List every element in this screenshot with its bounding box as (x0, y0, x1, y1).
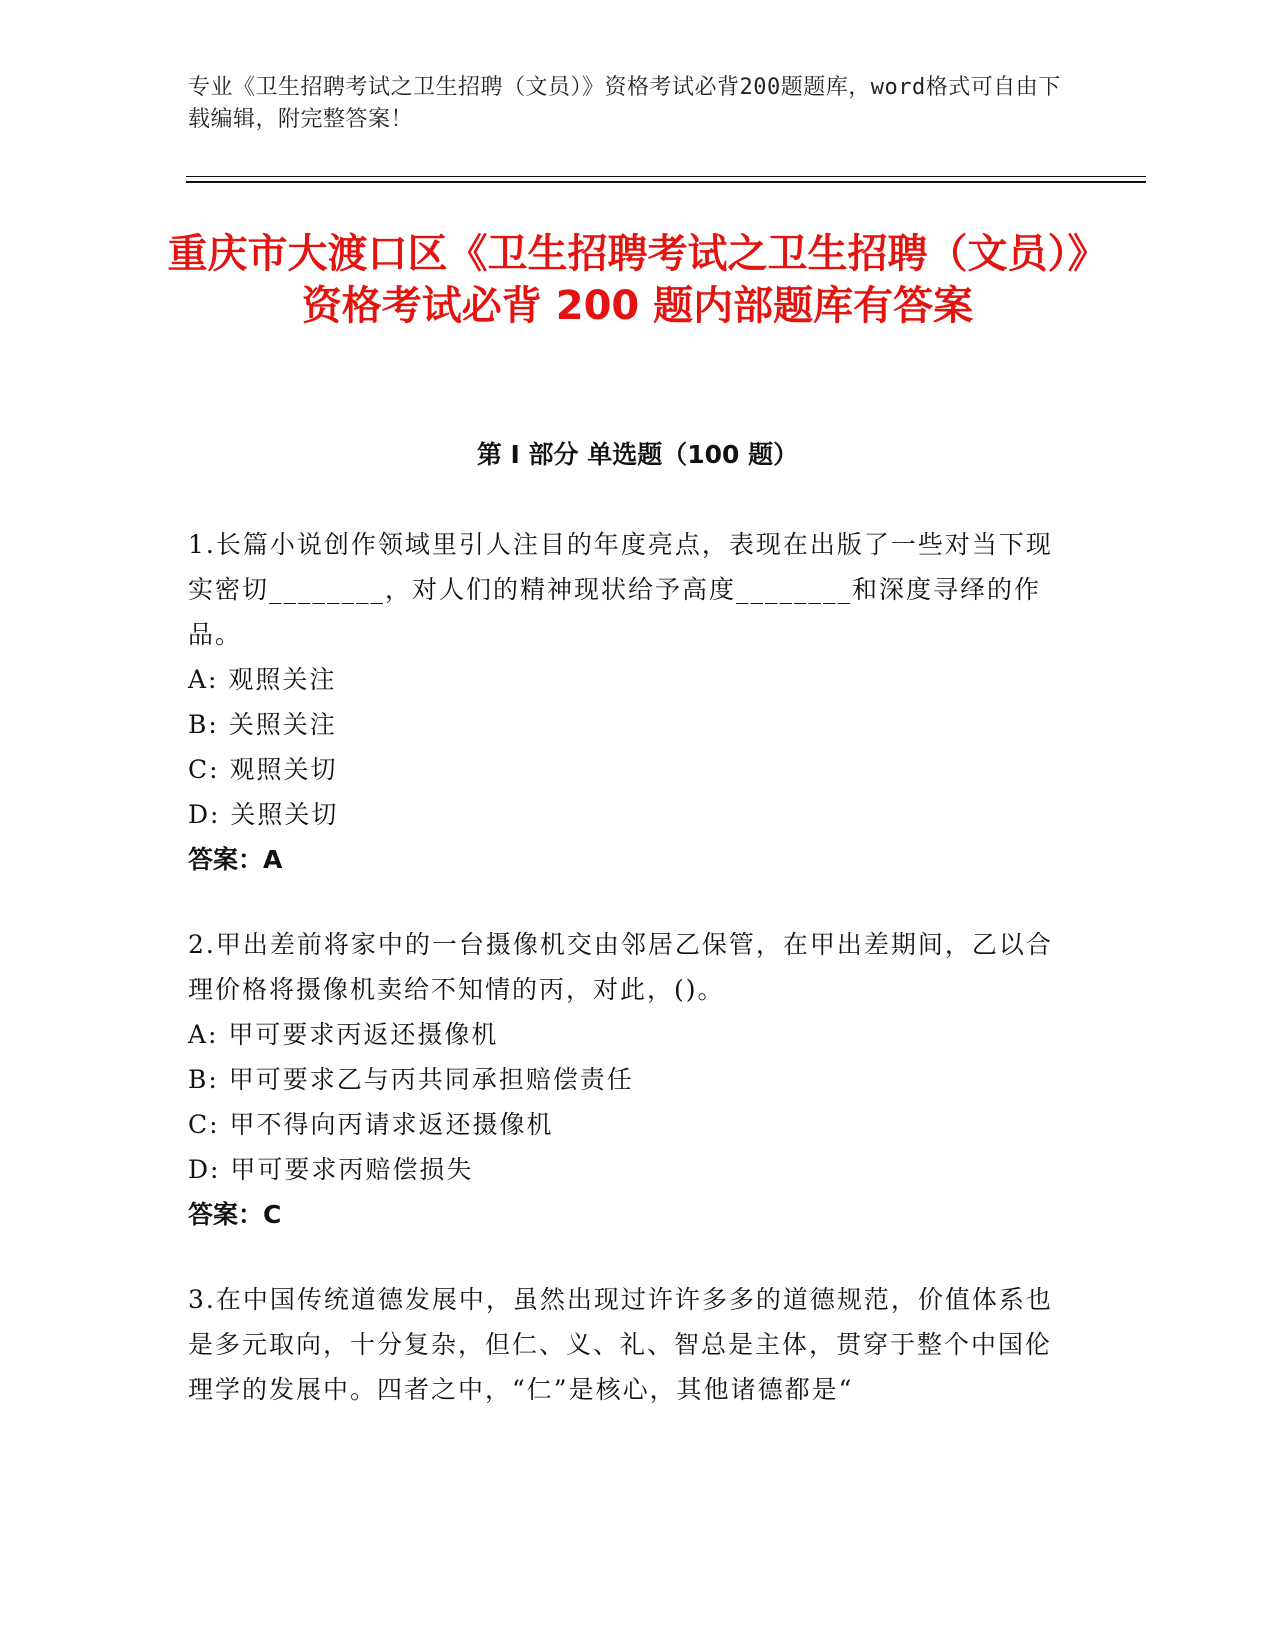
answer: 答案：A (188, 845, 283, 874)
option-d: D: 甲可要求丙赔偿损失 (188, 1155, 474, 1184)
option-a: A: 甲可要求丙返还摄像机 (188, 1020, 499, 1049)
answer: 答案：C (188, 1200, 282, 1229)
header-divider-thick (186, 181, 1146, 183)
header-note: 专业《卫生招聘考试之卫生招聘（文员）》资格考试必背200题题库，word格式可自由下载编辑，附完整答案！ (188, 75, 1061, 132)
question-stem: 2.甲出差前将家中的一台摄像机交由邻居乙保管，在甲出差期间，乙以合理价格将摄像机卖给不知情的丙，对此，()。 (188, 930, 1053, 1004)
question-stem: 1.长篇小说创作领域里引人注目的年度亮点，表现在出版了一些对当下现实密切________，对人们的精神现状给予高度________和深度寻绎的作品。 (188, 530, 1053, 649)
option-c: C: 甲不得向丙请求返还摄像机 (188, 1110, 554, 1139)
question-3 (188, 1277, 1068, 1412)
option-b: B: 关照关注 (188, 710, 337, 739)
question-list (188, 522, 1068, 1452)
question-2 (188, 922, 1068, 1237)
question-1 (188, 522, 1068, 882)
option-c: C: 观照关切 (188, 755, 338, 784)
option-b: B: 甲可要求乙与丙共同承担赔偿责任 (188, 1065, 634, 1094)
question-stem: 3.在中国传统道德发展中，虽然出现过许许多多的道德规范，价值体系也是多元取向，十分复杂，但仁、义、礼、智总是主体，贯穿于整个中国伦理学的发展中。四者之中，“仁”是核心，其他诸德都是“ (188, 1285, 1053, 1404)
option-a: A: 观照关注 (188, 665, 337, 694)
section-heading: 第 I 部分 单选题（100 题） (476, 440, 799, 469)
document-title: 重庆市大渡口区《卫生招聘考试之卫生招聘（文员）》资格考试必背 200 题内部题库有答案 (167, 231, 1108, 329)
option-d: D: 关照关切 (188, 800, 339, 829)
header-divider-thin (186, 176, 1146, 177)
